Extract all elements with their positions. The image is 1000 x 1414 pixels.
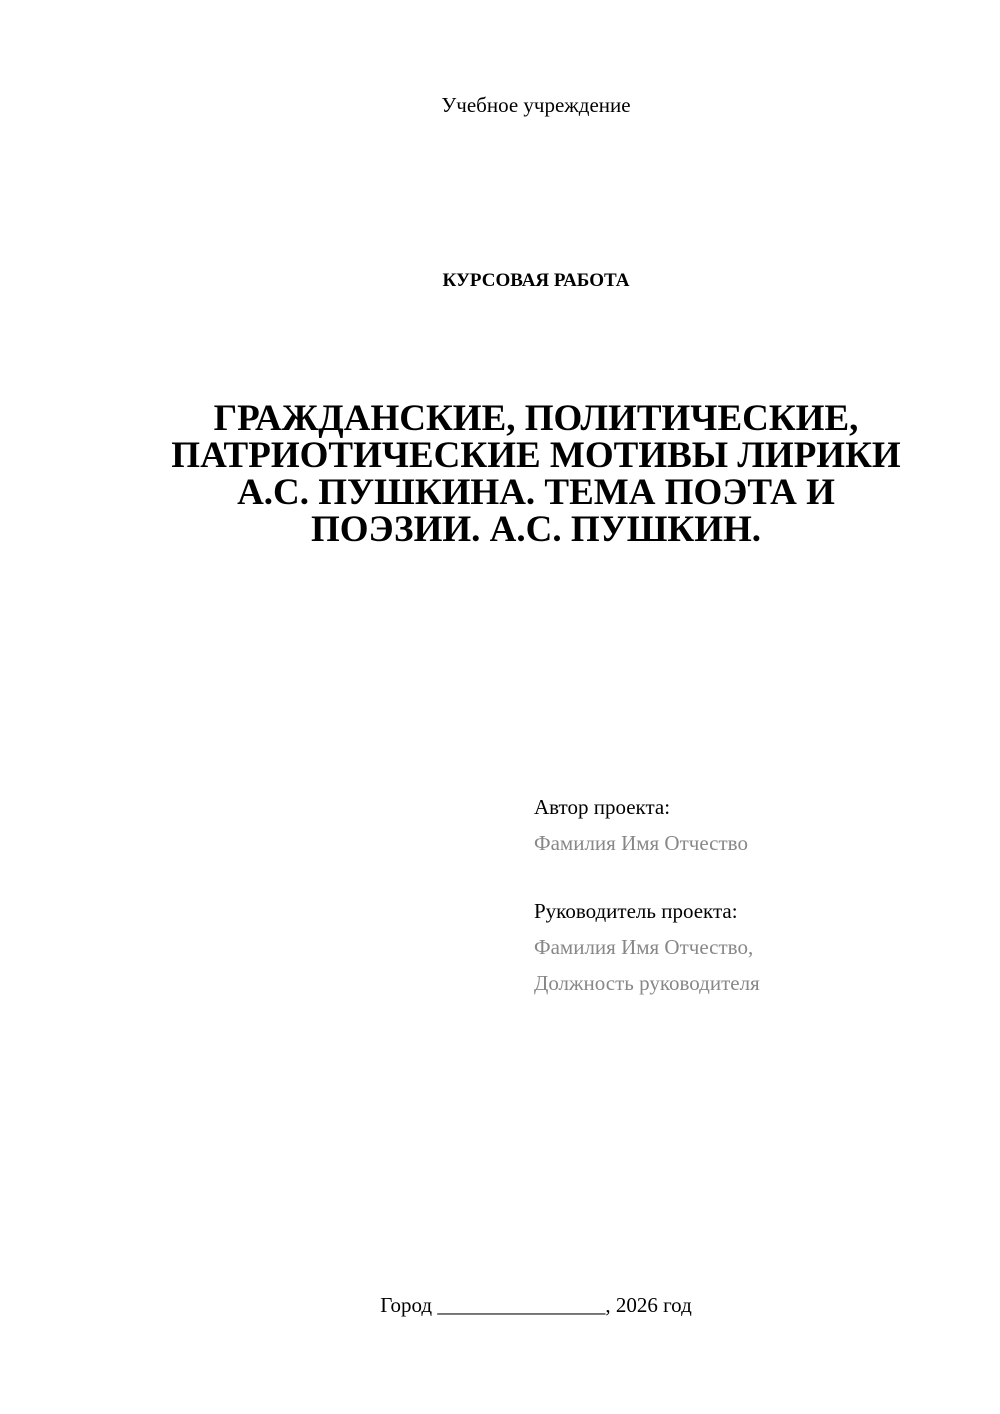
title-line: ГРАЖДАНСКИЕ, ПОЛИТИЧЕСКИЕ, bbox=[213, 398, 859, 439]
work-title bbox=[120, 400, 952, 548]
supervisor-name: Фамилия Имя Отчество, bbox=[534, 935, 754, 959]
title-line: А.С. ПУШКИНА. ТЕМА ПОЭТА И bbox=[237, 472, 835, 513]
city-year-line: Город ________________, 2026 год bbox=[380, 1293, 692, 1317]
work-type-heading: КУРСОВАЯ РАБОТА bbox=[442, 270, 630, 291]
author-label: Автор проекта: bbox=[534, 795, 671, 819]
institution-name: Учебное учреждение bbox=[441, 93, 631, 117]
title-line: ПАТРИОТИЧЕСКИЕ МОТИВЫ ЛИРИКИ bbox=[171, 435, 901, 476]
supervisor-label: Руководитель проекта: bbox=[534, 899, 738, 923]
title-line: ПОЭЗИИ. А.С. ПУШКИН. bbox=[310, 509, 762, 550]
author-name: Фамилия Имя Отчество bbox=[534, 831, 748, 855]
project-info-block bbox=[534, 789, 964, 1001]
supervisor-position: Должность руководителя bbox=[534, 971, 760, 995]
